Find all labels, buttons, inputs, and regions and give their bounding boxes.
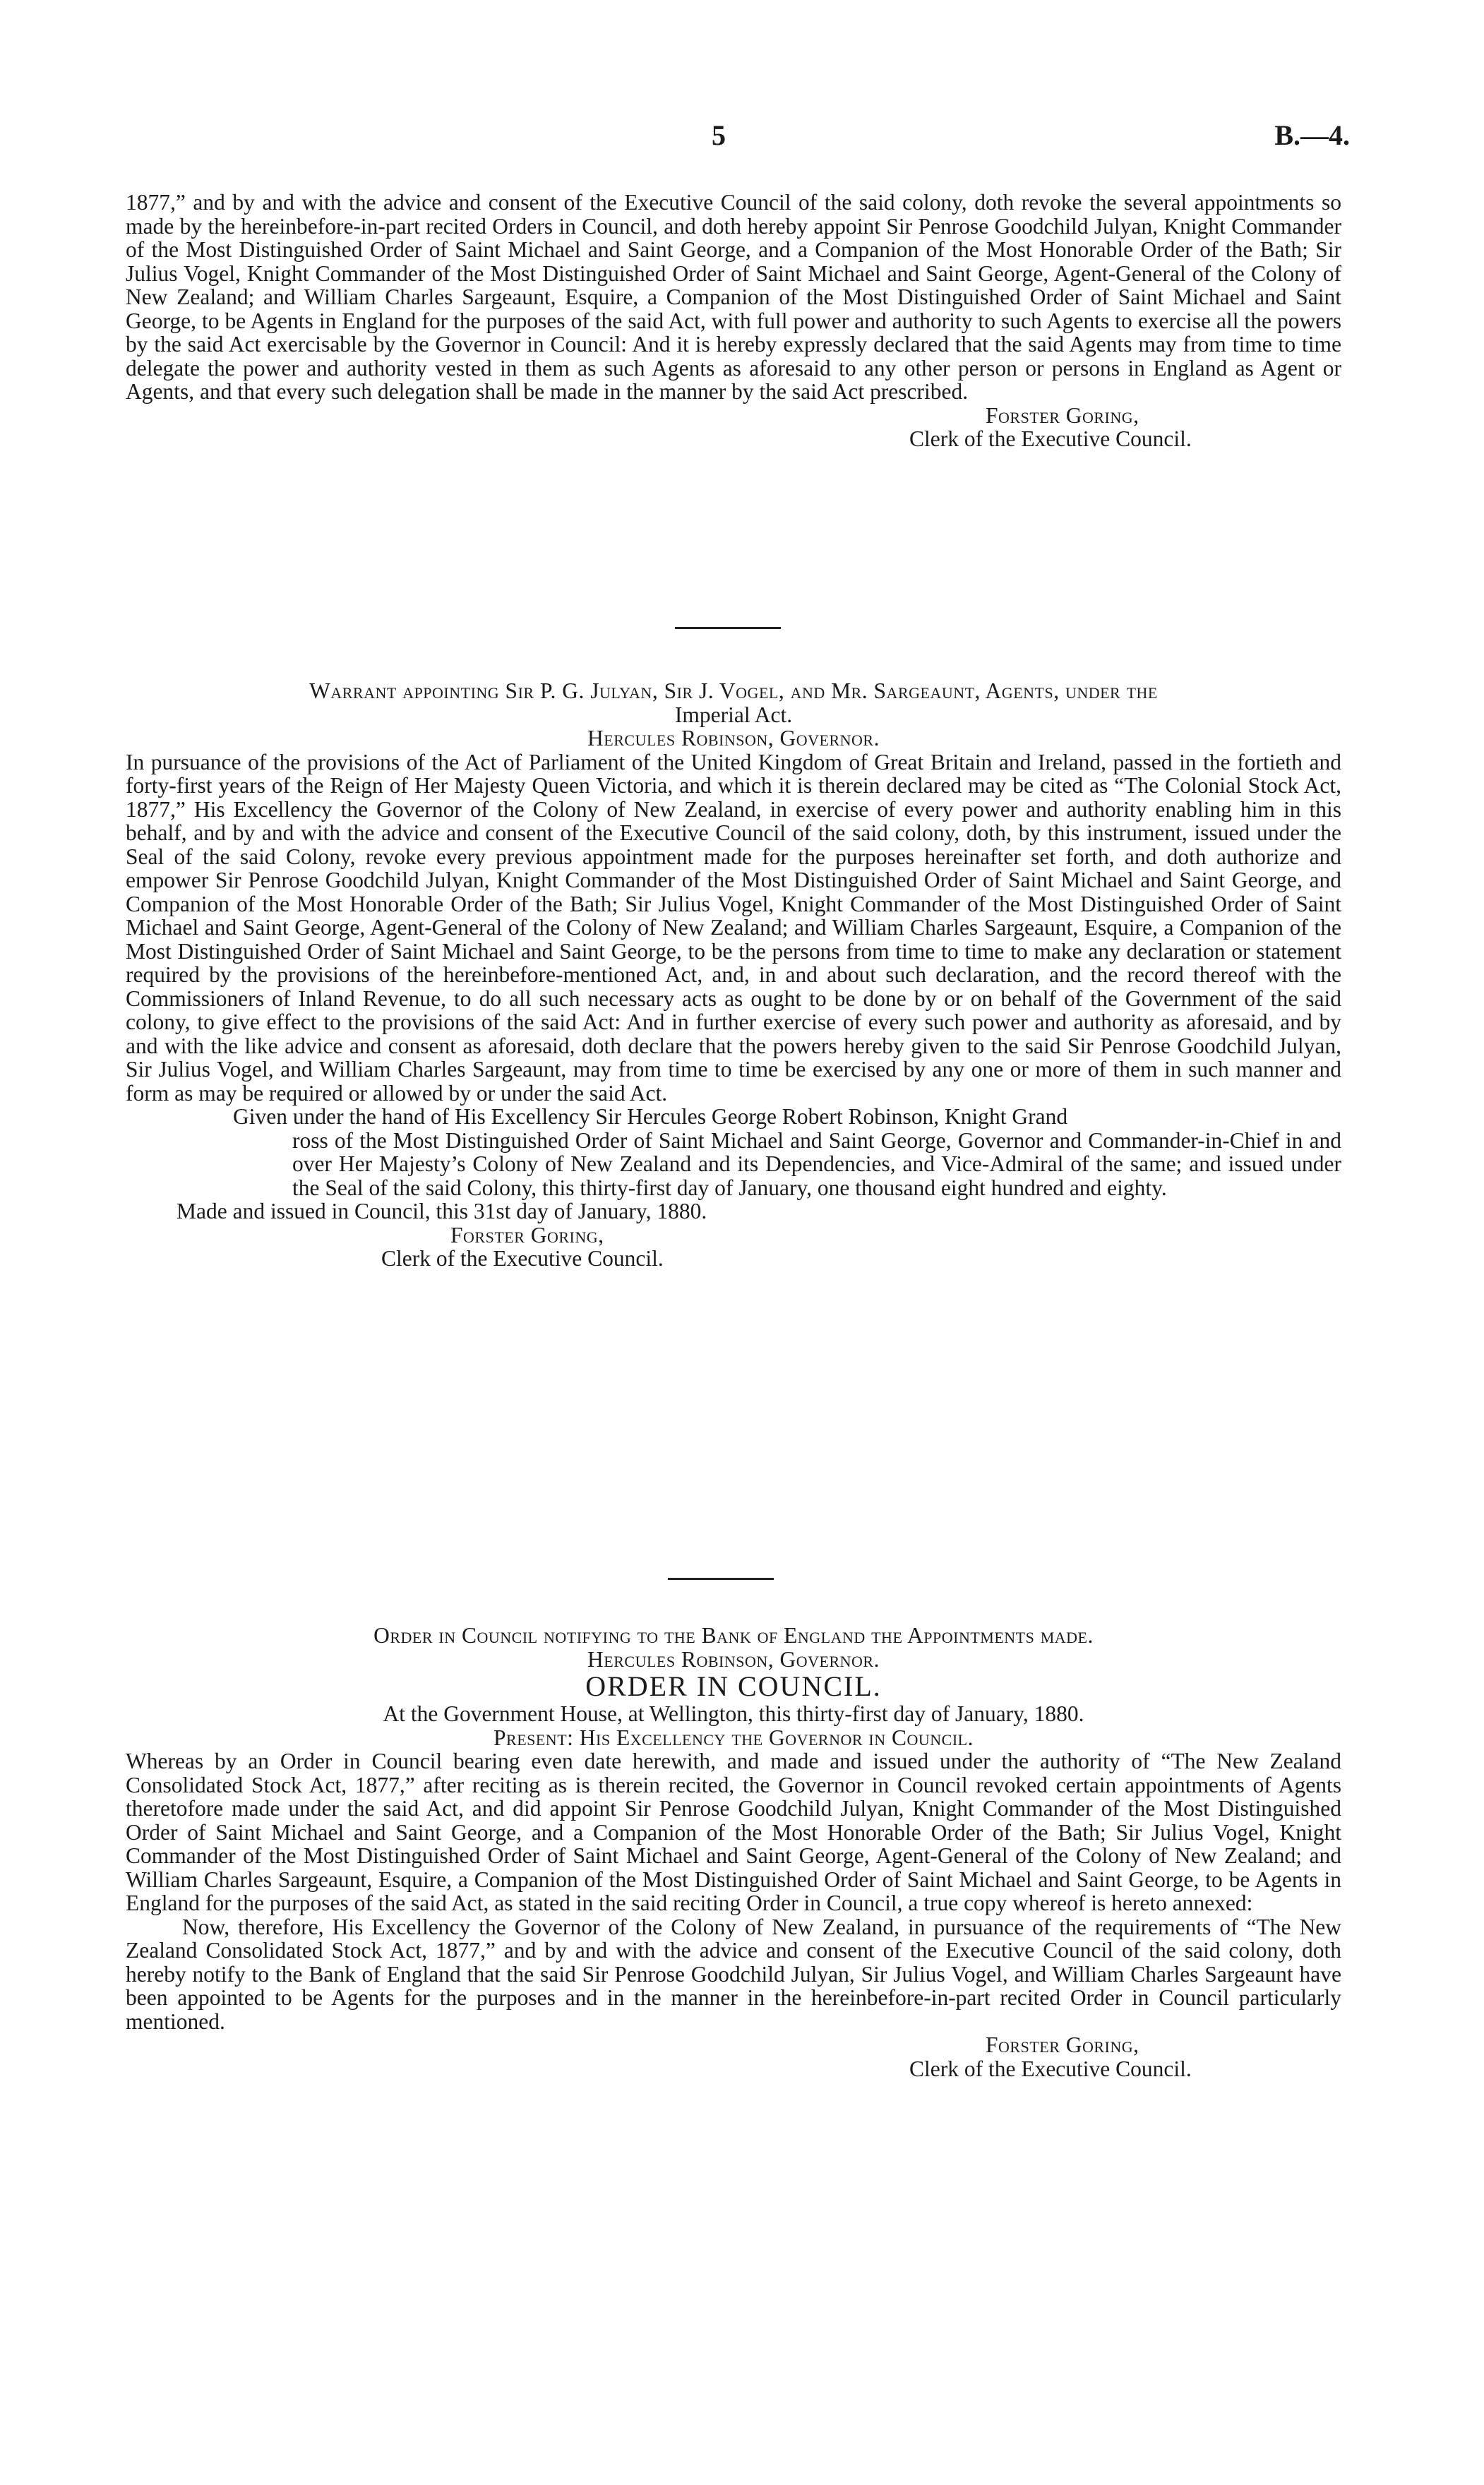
section-bank-notice — [126, 1624, 1341, 2080]
section-divider — [668, 1578, 774, 1580]
signature-name: Forster Goring, — [450, 1222, 604, 1247]
page-number: 5 — [712, 119, 726, 151]
signature-title: Clerk of the Executive Council. — [909, 2056, 1192, 2081]
now-therefore-paragraph: Now, therefore, His Excellency the Governor of the Colony of New Zealand, in pursuance of the requirements of “The New Zealand Consolidated Stock Act, 1877,” and by and with the advice and consent of the Executive Council of the said colony, doth hereby notify to the Bank of England that the said Sir Penrose Goodchild Julyan, Sir Julius Vogel, and William Charles Sargeaunt have been appointed to be Agents for the purposes and in the manner in the hereinbefore-in-part recited Order in Council particularly mentioned. — [126, 1914, 1341, 2034]
order-location: At the Government House, at Wellington, this thirty-first day of January, 1880. — [383, 1701, 1084, 1726]
warrant-paragraph: In pursuance of the provisions of the Act of Parliament of the United Kingdom of Great Britain and Ireland, passed in the fortieth and forty-first years of the Reign of Her Majesty Queen Victoria, and which it is therein declared may be cited as “The Colonial Stock Act, 1877,” His Excellency the Governor of the Colony of New Zealand, in exercise of every power and authority enabling him in this behalf, and by and with the advice and consent of the Executive Council of the said colony, doth, by this instrument, issued under the Seal of the said Colony, revoke every previous appointment made for the purposes hereinafter set forth, and doth authorize and empower Sir Penrose Goodchild Julyan, Knight Commander of the Most Distinguished Order of Saint Michael and Saint George, and Companion of the Most Honorable Order of the Bath; Sir Julius Vogel, Knight Commander of the Most Distinguished Order of Saint Michael and Saint George, Agent-General of the Colony of New Zealand; and William Charles Sargeaunt, Esquire, a Companion of the Most Distinguished Order of Saint Michael and Saint George, to be the persons from time to time to make any declaration or statement required by the provisions of the hereinbefore-mentioned Act, and, in and about such declaration, and the record thereof with the Commissioners of Inland Revenue, to do all such necessary acts as ought to be done by or on behalf of the Government of the said colony, to give effect to the provisions of the said Act: And in further exercise of every such power and authority as aforesaid, and by and with the like advice and consent as aforesaid, doth declare that the powers hereby given to the said Sir Penrose Goodchild Julyan, Sir Julius Vogel, and William Charles Sargeaunt, may from time to time be exercised by any one or more of them in such manner and form as may be required or allowed by or under the said Act. — [126, 749, 1341, 1106]
present-line: Present: His Excellency the Governor in Council. — [493, 1725, 974, 1750]
order-title: ORDER IN COUNCIL. — [585, 1670, 882, 1702]
page-header — [0, 119, 1484, 161]
given-under-hand: Given under the hand of His Excellency Sir Hercules George Robert Robinson, Knight Grand — [233, 1104, 1068, 1129]
section-appointment-order — [126, 191, 1341, 451]
document-reference: B.—4. — [1274, 119, 1350, 151]
governor-line: Hercules Robinson, Governor. — [587, 726, 880, 750]
made-and-issued: Made and issued in Council, this 31st day of January, 1880. — [176, 1199, 707, 1223]
whereas-paragraph: Whereas by an Order in Council bearing even date herewith, and made and issued under the authority of “The New Zealand Consolidated Stock Act, 1877,” after reciting as is therein recited, the Governor in Council revoked certain appointments of Agents theretofore made under the said Act, and did appoint Sir Penrose Goodchild Julyan, Knight Commander of the Most Distinguished Order of Saint Michael and Saint George, and a Companion of the Most Honorable Order of the Bath; Sir Julius Vogel, Knight Commander of the Most Distinguished Order of Saint Michael and Saint George, Agent-General of the Colony of New Zealand; and William Charles Sargeaunt, Esquire, a Companion of the Most Distinguished Order of Saint Michael and Saint George, to be Agents in England for the purposes of the said Act, as stated in the said reciting Order in Council, a true copy whereof is hereto annexed: — [126, 1749, 1341, 1915]
signature-title: Clerk of the Executive Council. — [909, 426, 1192, 451]
warrant-heading-cont: Imperial Act. — [674, 702, 793, 727]
signature-title: Clerk of the Executive Council. — [381, 1246, 664, 1271]
warrant-heading: Warrant appointing Sir P. G. Julyan, Sir J. Vogel, and Mr. Sargeaunt, Agents, under the — [309, 678, 1158, 703]
section-warrant — [126, 679, 1341, 1271]
section-divider — [675, 627, 781, 629]
given-under-hand-cont: ross of the Most Distinguished Order of Saint Michael and Saint George, Governor and Commander-in-Chief in and over Her Majesty’s Colony of New Zealand and its Dependencies, and Vice-Admiral of the same; and issued under the Seal of the said Colony, this thirty-first day of January, one thousand eight hundred and eighty. — [292, 1127, 1341, 1200]
signature-name: Forster Goring, — [986, 402, 1139, 428]
governor-line: Hercules Robinson, Governor. — [587, 1646, 880, 1672]
order-heading: Order in Council notifying to the Bank of England the Appointments made. — [373, 1623, 1094, 1648]
appointment-paragraph: 1877,” and by and with the advice and consent of the Executive Council of the said colony, doth revoke the several appointments so made by the hereinbefore-in-part recited Orders in Council, and doth hereby appoint Sir Penrose Goodchild Julyan, Knight Commander of the Most Distinguished Order of Saint Michael and Saint George, and a Companion of the Most Honorable Order of the Bath; Sir Julius Vogel, Knight Commander of the Most Distinguished Order of Saint Michael and Saint George, Agent-General of the Colony of New Zealand; and William Charles Sargeaunt, Esquire, a Companion of the Most Distinguished Order of Saint Michael and Saint George, to be Agents in England for the purposes of the said Act, with full power and authority to such Agents to exercise all the powers by the said Act exercisable by the Governor in Council: And it is hereby expressly declared that the said Agents may from time to time delegate the power and authority vested in them as such Agents as aforesaid to any other person or persons in England as Agent or Agents, and that every such delegation shall be made in the manner by the said Act prescribed. — [126, 190, 1341, 404]
signature-name: Forster Goring, — [986, 2032, 1139, 2057]
